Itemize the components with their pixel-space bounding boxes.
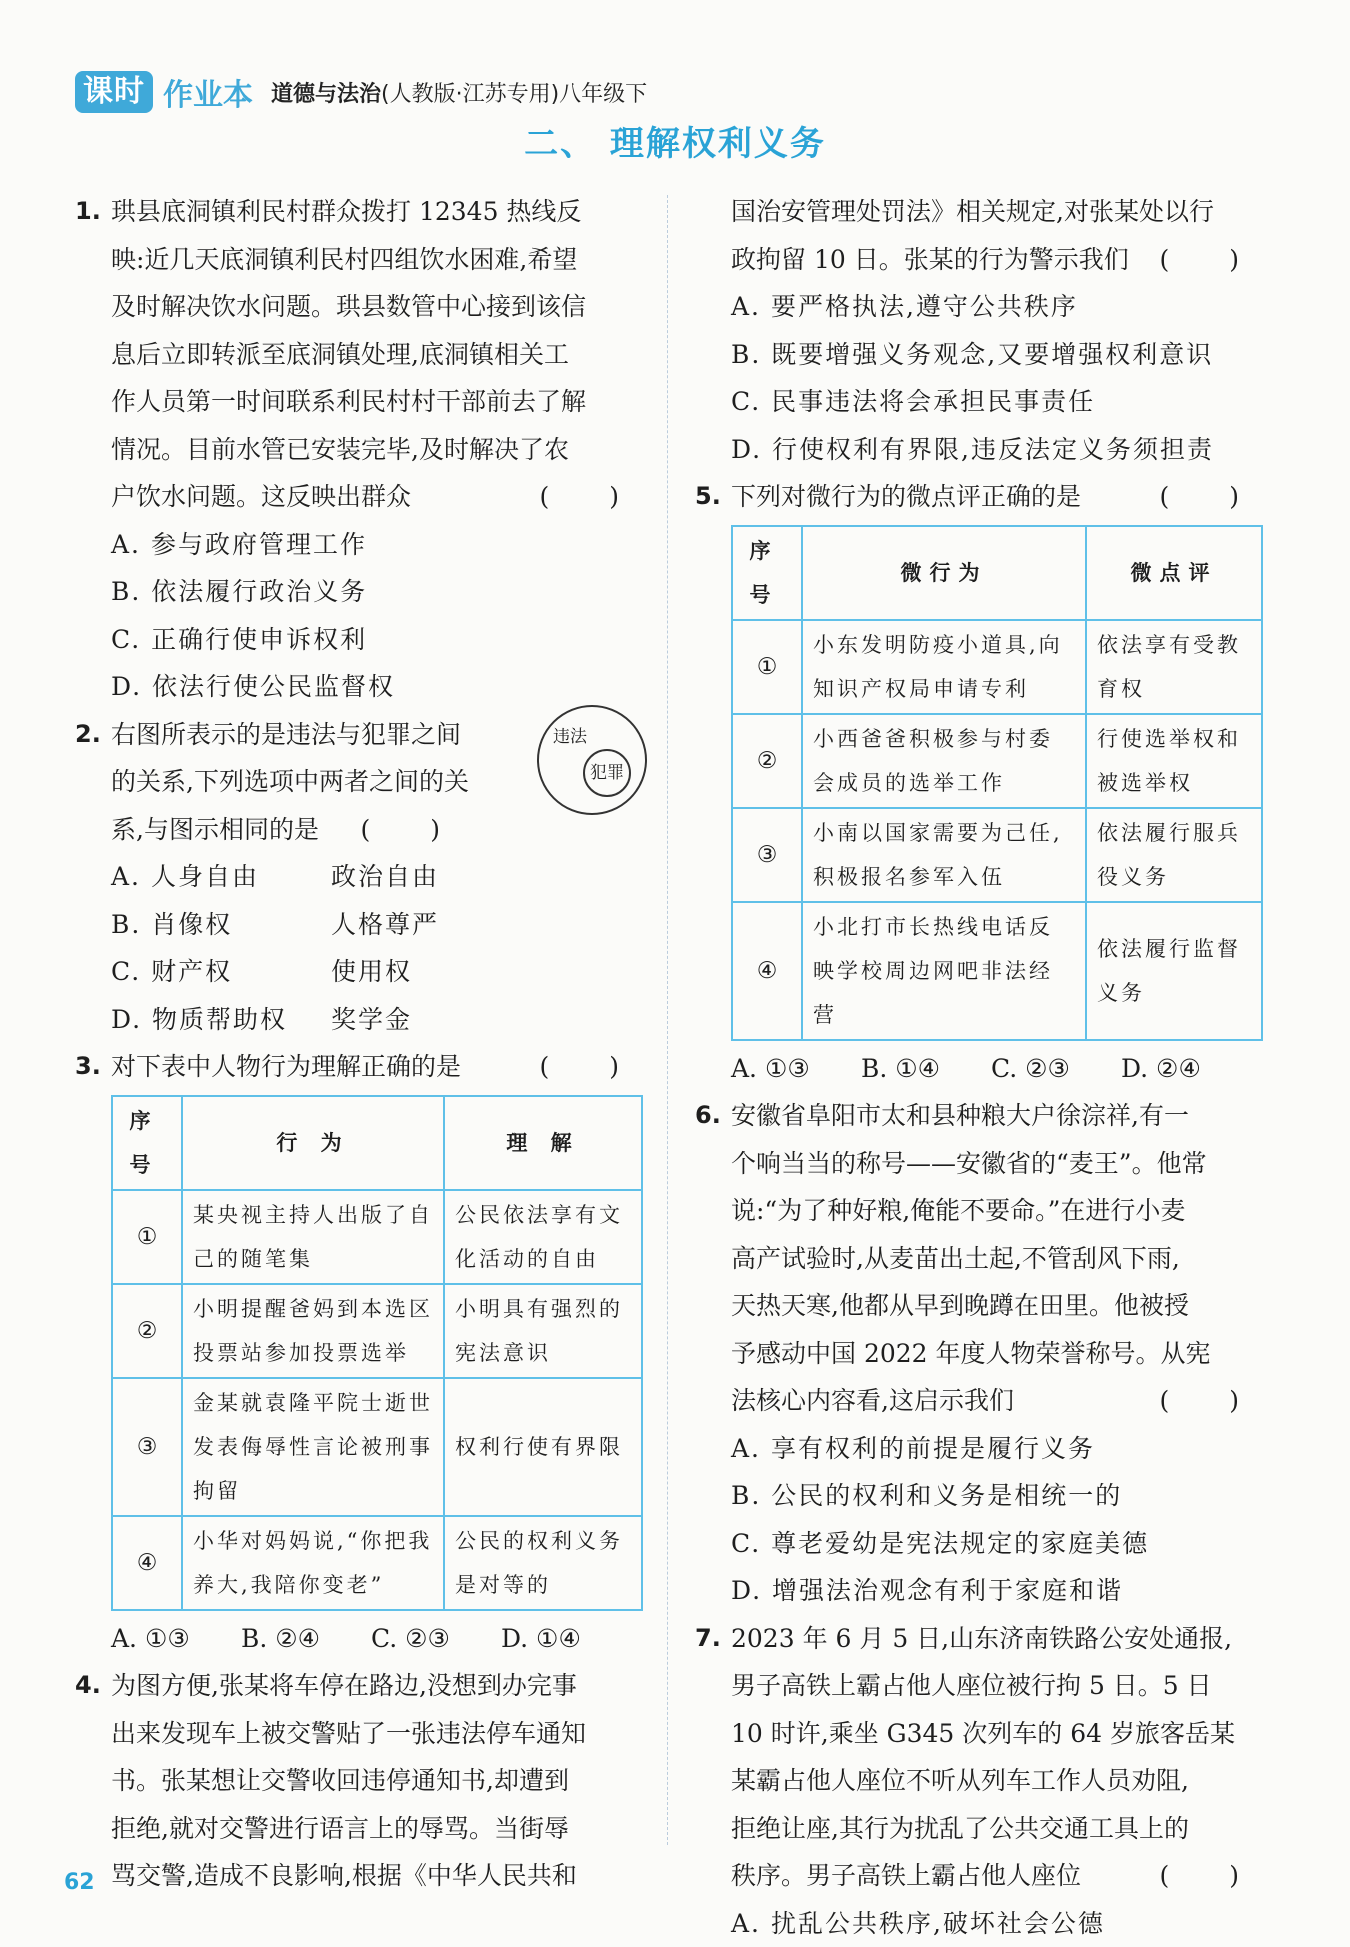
option[interactable]: C. ②③	[371, 1615, 501, 1663]
question-stem-line: 10 时许,乘坐 G345 次列车的 64 岁旅客岳某	[695, 1710, 1265, 1758]
option[interactable]: D. ①④	[501, 1615, 631, 1663]
option-row[interactable]	[75, 996, 645, 1044]
table-cell: 公民依法享有文化活动的自由	[444, 1190, 642, 1284]
answer-blank[interactable]: ( )	[1160, 236, 1265, 284]
table-header: 微行为	[802, 526, 1086, 620]
question-stem-line: 书。张某想让交警收回违停通知书,却遭到	[75, 1757, 645, 1805]
option-right: 政治自由	[331, 853, 439, 901]
option[interactable]: B. 既要增强义务观念,又要增强权利意识	[695, 331, 1265, 379]
option[interactable]: A. 参与政府管理工作	[75, 521, 645, 569]
question-stem-line: 为图方便,张某将车停在路边,没想到办完事	[111, 1662, 645, 1710]
micro-behavior-table	[731, 525, 1263, 1041]
question-stem-line: 国治安管理处罚法》相关规定,对张某处以行	[695, 188, 1265, 236]
table-cell: 小明具有强烈的宪法意识	[444, 1284, 642, 1378]
table-row	[732, 902, 1262, 1040]
table-cell: ③	[732, 808, 802, 902]
table-header: 序 号	[732, 526, 802, 620]
question-stem-line: 出来发现车上被交警贴了一张违法停车通知	[75, 1710, 645, 1758]
option-row[interactable]	[75, 853, 645, 901]
question-2	[75, 711, 645, 1044]
question-stem-line: 拒绝,就对交警进行语言上的辱骂。当街辱	[75, 1805, 645, 1853]
question-number: 2.	[75, 711, 111, 759]
table-cell: 小东发明防疫小道具,向知识产权局申请专利	[802, 620, 1086, 714]
table-cell: 小华对妈妈说,“你把我养大,我陪你变老”	[182, 1516, 444, 1610]
question-stem-line: 及时解决饮水问题。珙县数管中心接到该信	[75, 283, 645, 331]
question-stem-line: 右图所表示的是违法与犯罪之间	[111, 711, 645, 759]
option[interactable]: C. 正确行使申诉权利	[75, 616, 645, 664]
venn-diagram	[537, 705, 647, 815]
table-cell: 依法履行监督义务	[1086, 902, 1262, 1040]
option-left: B. 肖像权	[111, 901, 331, 949]
behavior-table	[111, 1095, 643, 1611]
question-stem-line: 对下表中人物行为理解正确的是	[111, 1052, 461, 1081]
question-stem-line: 2023 年 6 月 5 日,山东济南铁路公安处通报,	[731, 1615, 1265, 1663]
subject-edition: (人教版·江苏专用)八年级下	[381, 82, 647, 107]
brand-logo	[75, 70, 253, 114]
option-left: D. 物质帮助权	[111, 996, 331, 1044]
question-stem-line: 情况。目前水管已安装完毕,及时解决了农	[75, 426, 645, 474]
question-number: 7.	[695, 1615, 731, 1663]
question-number: 6.	[695, 1092, 731, 1140]
question-stem-line: 映:近几天底洞镇利民村四组饮水困难,希望	[75, 236, 645, 284]
question-7	[695, 1615, 1265, 1947]
question-stem-line: 的关系,下列选项中两者之间的关	[75, 758, 645, 806]
question-number: 3.	[75, 1043, 111, 1091]
table-cell: 小北打市长热线电话反映学校周边网吧非法经营	[802, 902, 1086, 1040]
question-stem-line: 天热天寒,他都从早到晚蹲在田里。他被授	[695, 1282, 1265, 1330]
table-cell: ①	[732, 620, 802, 714]
table-cell: 行使选举权和被选举权	[1086, 714, 1262, 808]
table-cell: ④	[732, 902, 802, 1040]
table-row	[112, 1284, 642, 1378]
table-row	[732, 620, 1262, 714]
question-4-continued	[695, 188, 1265, 473]
table-cell: ①	[112, 1190, 182, 1284]
table-row	[112, 1378, 642, 1516]
subject-label	[271, 77, 647, 108]
question-4	[75, 1662, 645, 1900]
answer-blank[interactable]: ( )	[540, 1043, 645, 1091]
question-stem-line: 安徽省阜阳市太和县种粮大户徐淙祥,有一	[731, 1092, 1265, 1140]
question-number: 1.	[75, 188, 111, 236]
table-cell: 权利行使有界限	[444, 1378, 642, 1516]
question-5	[695, 473, 1265, 1092]
option[interactable]: A. 享有权利的前提是履行义务	[695, 1425, 1265, 1473]
table-header: 序 号	[112, 1096, 182, 1190]
option[interactable]: A. ①③	[111, 1615, 241, 1663]
option[interactable]: A. 扰乱公共秩序,破坏社会公德	[695, 1900, 1265, 1947]
option[interactable]: B. ①④	[861, 1045, 991, 1093]
option[interactable]: B. ②④	[241, 1615, 371, 1663]
table-cell: 某央视主持人出版了自己的随笔集	[182, 1190, 444, 1284]
question-1	[75, 188, 645, 711]
option[interactable]: D. ②④	[1121, 1045, 1251, 1093]
option-right: 使用权	[331, 948, 412, 996]
table-row	[732, 714, 1262, 808]
question-stem-line: 秩序。男子高铁上霸占他人座位	[731, 1861, 1081, 1890]
table-cell: 依法履行服兵役义务	[1086, 808, 1262, 902]
answer-blank[interactable]: ( )	[1160, 1377, 1265, 1425]
table-cell: 依法享有受教育权	[1086, 620, 1262, 714]
question-stem-line: 男子高铁上霸占他人座位被行拘 5 日。5 日	[695, 1662, 1265, 1710]
option-row[interactable]	[75, 948, 645, 996]
answer-blank[interactable]: ( )	[1160, 1852, 1265, 1900]
table-header-row	[732, 526, 1262, 620]
question-3	[75, 1043, 645, 1662]
option[interactable]: A. 要严格执法,遵守公共秩序	[695, 283, 1265, 331]
logo-zuoyeben: 作业本	[163, 70, 253, 114]
logo-keshi: 课时	[75, 71, 153, 113]
option[interactable]: C. 尊老爱幼是宪法规定的家庭美德	[695, 1520, 1265, 1568]
option[interactable]: B. 依法履行政治义务	[75, 568, 645, 616]
answer-options	[695, 1045, 1265, 1093]
table-cell: ③	[112, 1378, 182, 1516]
left-column	[75, 188, 645, 1900]
right-column	[695, 188, 1265, 1947]
question-stem-line: 说:“为了种好粮,俺能不要命。”在进行小麦	[695, 1187, 1265, 1235]
table-cell: ②	[732, 714, 802, 808]
question-number: 4.	[75, 1662, 111, 1710]
table-cell: 金某就袁隆平院士逝世发表侮辱性言论被刑事拘留	[182, 1378, 444, 1516]
section-title: 二、 理解权利义务	[0, 116, 1350, 165]
table-cell: 小南以国家需要为己任,积极报名参军入伍	[802, 808, 1086, 902]
option[interactable]: C. 民事违法将会承担民事责任	[695, 378, 1265, 426]
venn-outer-label: 违法	[553, 727, 587, 747]
question-stem-line: 拒绝让座,其行为扰乱了公共交通工具上的	[695, 1805, 1265, 1853]
option-right: 奖学金	[331, 996, 412, 1044]
table-cell: ②	[112, 1284, 182, 1378]
question-stem-line: 法核心内容看,这启示我们	[731, 1386, 1014, 1415]
option[interactable]: B. 公民的权利和义务是相统一的	[695, 1472, 1265, 1520]
option[interactable]: A. ①③	[731, 1045, 861, 1093]
table-cell: 公民的权利义务是对等的	[444, 1516, 642, 1610]
answer-options	[75, 1615, 645, 1663]
question-stem-line: 珙县底洞镇利民村群众拨打 12345 热线反	[111, 188, 645, 236]
subject-name: 道德与法治	[271, 82, 381, 107]
option-left: A. 人身自由	[111, 853, 331, 901]
question-stem-line: 户饮水问题。这反映出群众	[111, 482, 411, 511]
column-divider	[667, 195, 668, 1845]
table-cell: 小明提醒爸妈到本选区投票站参加投票选举	[182, 1284, 444, 1378]
header	[75, 70, 647, 114]
option[interactable]: D. 行使权利有界限,违反法定义务须担责	[695, 426, 1265, 474]
question-6	[695, 1092, 1265, 1615]
answer-blank[interactable]: ( )	[1160, 473, 1265, 521]
question-stem-line: 息后立即转派至底洞镇处理,底洞镇相关工	[75, 331, 645, 379]
question-stem-line: 作人员第一时间联系利民村村干部前去了解	[75, 378, 645, 426]
question-number: 5.	[695, 473, 731, 521]
page-number: 62	[64, 1870, 95, 1895]
question-stem-line: 某霸占他人座位不听从列车工作人员劝阻,	[695, 1757, 1265, 1805]
table-header: 行 为	[182, 1096, 444, 1190]
table-row	[112, 1516, 642, 1610]
question-stem-line: 高产试验时,从麦苗出土起,不管刮风下雨,	[695, 1235, 1265, 1283]
question-stem-line: 下列对微行为的微点评正确的是	[731, 482, 1081, 511]
table-cell: 小西爸爸积极参与村委会成员的选举工作	[802, 714, 1086, 808]
option-left: C. 财产权	[111, 948, 331, 996]
table-header: 微点评	[1086, 526, 1262, 620]
table-row	[112, 1190, 642, 1284]
option[interactable]: D. 依法行使公民监督权	[75, 663, 645, 711]
answer-blank[interactable]: ( )	[540, 473, 645, 521]
table-row	[732, 808, 1262, 902]
option[interactable]: D. 增强法治观念有利于家庭和谐	[695, 1567, 1265, 1615]
option-right: 人格尊严	[331, 901, 439, 949]
question-stem-line: 骂交警,造成不良影响,根据《中华人民共和	[75, 1852, 645, 1900]
table-header: 理 解	[444, 1096, 642, 1190]
venn-inner-label: 犯罪	[583, 749, 631, 797]
question-stem-line: 予感动中国 2022 年度人物荣誉称号。从宪	[695, 1330, 1265, 1378]
question-stem-line: 政拘留 10 日。张某的行为警示我们	[731, 245, 1129, 274]
option[interactable]: C. ②③	[991, 1045, 1121, 1093]
option-row[interactable]	[75, 901, 645, 949]
table-cell: ④	[112, 1516, 182, 1610]
question-stem-line: 个响当当的称号——安徽省的“麦王”。他常	[695, 1140, 1265, 1188]
answer-blank[interactable]: ( )	[361, 806, 466, 854]
question-stem-line: 系,与图示相同的是	[111, 815, 319, 844]
table-header-row	[112, 1096, 642, 1190]
